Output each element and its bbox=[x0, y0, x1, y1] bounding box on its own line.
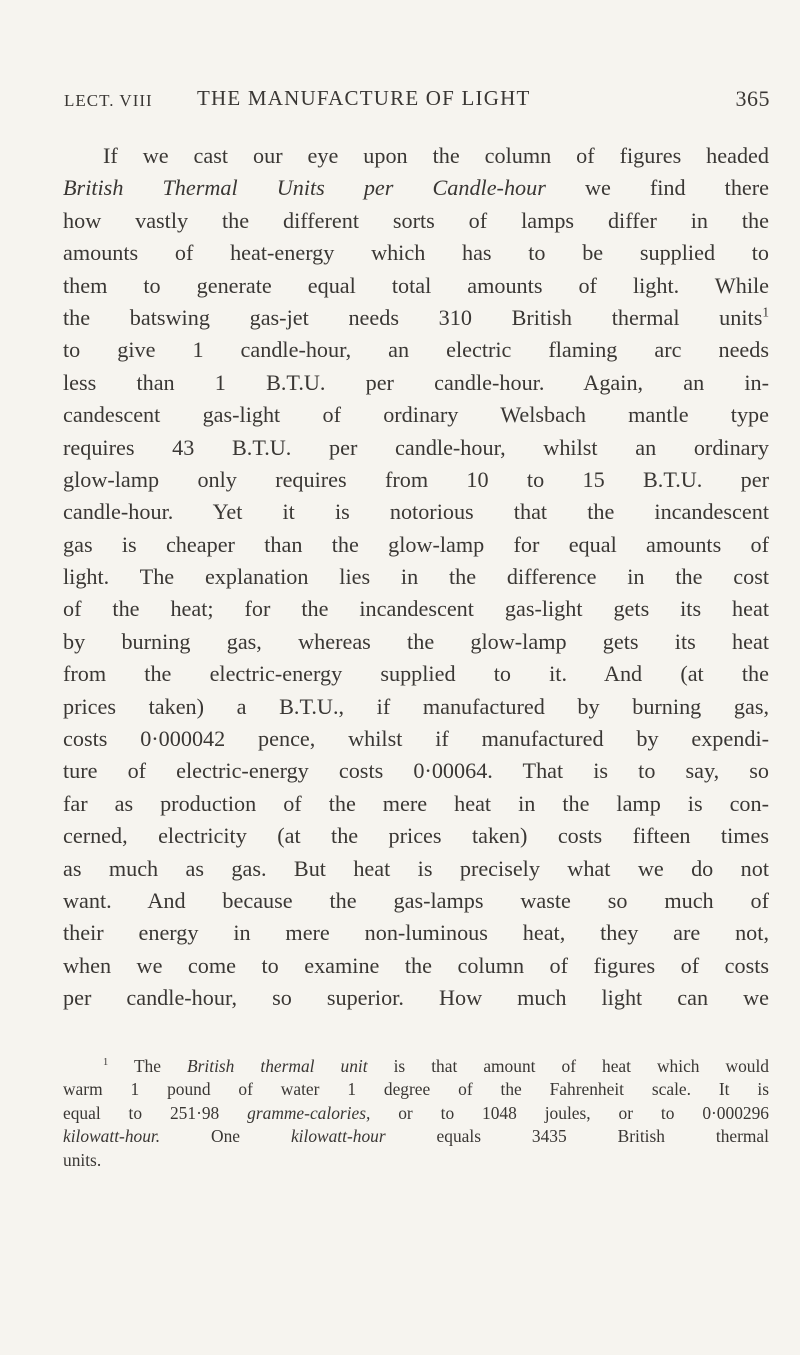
body-line: as much as gas. But heat is precisely what we do not bbox=[63, 855, 769, 881]
footnote-marker: 1 bbox=[103, 1057, 109, 1069]
body-line: prices taken) a B.T.U., if manufactured by burning gas, bbox=[63, 693, 769, 719]
body-line: to give 1 candle-hour, an electric flaming arc needs bbox=[63, 337, 769, 363]
body-line: from the electric-energy supplied to it. And (at the bbox=[63, 661, 769, 687]
body-line: by burning gas, whereas the glow-lamp gets its heat bbox=[63, 628, 769, 654]
footnote-term: kilowatt-hour bbox=[290, 1126, 386, 1147]
running-head bbox=[64, 86, 770, 120]
body-line: less than 1 B.T.U. per candle-hour. Again, an in- bbox=[63, 369, 769, 395]
footnote-text: is that amount of heat which would bbox=[393, 1056, 769, 1076]
lecture-label: LECT. VIII bbox=[64, 91, 153, 110]
body-line: ture of electric-energy costs 0·00064. That is to say, so bbox=[63, 758, 769, 784]
body-line: requires 43 B.T.U. per candle-hour, whilst an ordinary bbox=[63, 434, 769, 460]
body-line: them to generate equal total amounts of light. While bbox=[63, 272, 769, 298]
body-line: costs 0·000042 pence, whilst if manufactured by expendi- bbox=[63, 726, 769, 752]
body-line: If we cast our eye upon the column of figures headed bbox=[103, 143, 769, 168]
body-line: glow-lamp only requires from 10 to 15 B.T.U. per bbox=[63, 466, 769, 492]
body-line-text: the batswing gas-jet needs 310 British thermal units bbox=[63, 304, 763, 330]
footnote-line: units. bbox=[63, 1149, 102, 1170]
footnote-term: kilowatt-hour. bbox=[63, 1126, 161, 1147]
body-line: of the heat; for the incandescent gas-light gets its heat bbox=[63, 596, 769, 622]
italic-column-heading: British Thermal Units per Candle-hour bbox=[63, 175, 546, 201]
body-line: candescent gas-light of ordinary Welsbach mantle type bbox=[63, 402, 769, 428]
footnote-text: or to 1048 joules, or to 0·000296 bbox=[398, 1102, 769, 1123]
body-line: light. The explanation lies in the difference in the cost bbox=[63, 564, 769, 590]
footnote-text: equal to 251·98 bbox=[63, 1102, 220, 1123]
body-line: want. And because the gas-lamps waste so much of bbox=[63, 887, 769, 913]
body-line: when we come to examine the column of figures of costs bbox=[63, 952, 769, 978]
body-line: how vastly the different sorts of lamps differ in the bbox=[63, 207, 769, 233]
footnote-reference: 1 bbox=[762, 304, 769, 320]
body-line-with-note bbox=[63, 302, 769, 334]
footnote-line bbox=[63, 1055, 769, 1078]
body-line: candle-hour. Yet it is notorious that the incandescent bbox=[63, 499, 769, 525]
page-number: 365 bbox=[735, 86, 770, 111]
footnote-line: warm 1 pound of water 1 degree of the Fahrenheit scale. It is bbox=[63, 1079, 769, 1100]
body-line: per candle-hour, so superior. How much light can we bbox=[63, 985, 769, 1011]
chapter-title: THE MANUFACTURE OF LIGHT bbox=[197, 86, 531, 110]
body-line: amounts of heat-energy which has to be supplied to bbox=[63, 240, 769, 266]
footnote-text: One bbox=[211, 1126, 241, 1147]
footnote-text: equals 3435 British thermal bbox=[436, 1126, 769, 1147]
body-line: cerned, electricity (at the prices taken) costs fifteen times bbox=[63, 823, 769, 849]
footnote bbox=[63, 1055, 769, 1172]
body-line: their energy in mere non-luminous heat, they are not, bbox=[63, 920, 769, 946]
body-line: far as production of the mere heat in the lamp is con- bbox=[63, 790, 769, 816]
footnote-text: The bbox=[133, 1056, 161, 1076]
footnote-term: gramme-calories, bbox=[247, 1102, 371, 1123]
footnote-term: British thermal unit bbox=[187, 1056, 368, 1076]
footnote-line bbox=[63, 1125, 769, 1148]
body-line-rest: we find there bbox=[584, 175, 769, 201]
body-line: gas is cheaper than the glow-lamp for equal amounts of bbox=[63, 531, 769, 557]
body-line-with-italic bbox=[63, 172, 769, 204]
footnote-line bbox=[63, 1102, 769, 1125]
body-paragraph bbox=[63, 140, 769, 1015]
